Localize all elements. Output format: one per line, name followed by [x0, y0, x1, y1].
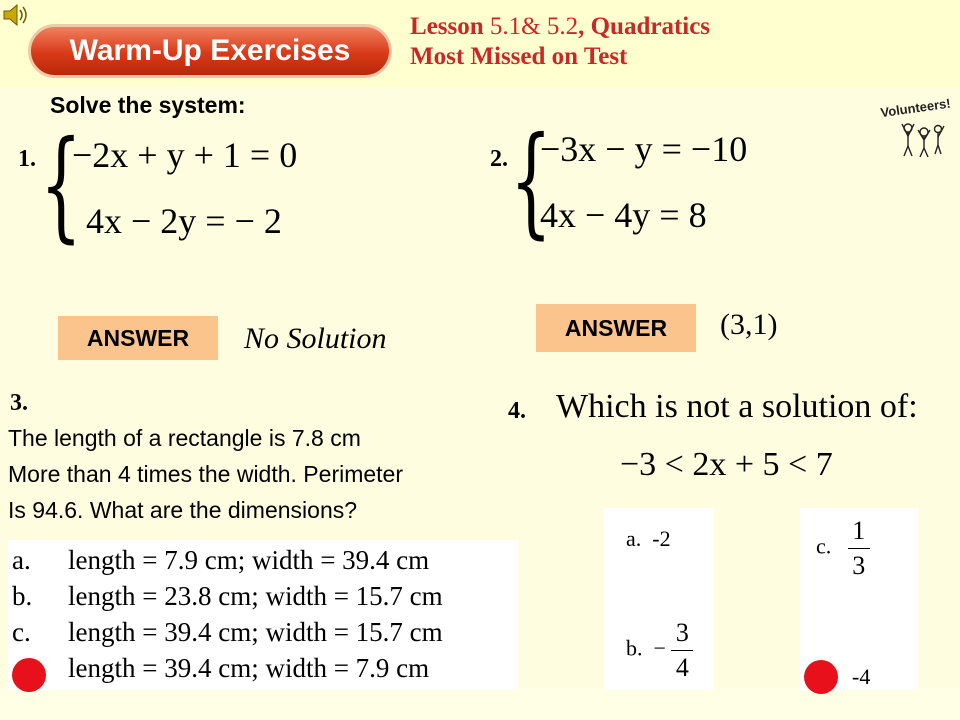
- problem3-number: 3.: [10, 390, 28, 416]
- option-b[interactable]: [626, 618, 693, 683]
- correct-answer-marker-problem4: [804, 660, 838, 694]
- choice-a-letter: a.: [12, 545, 31, 575]
- choice-a[interactable]: [12, 542, 443, 578]
- lesson-word: Lesson: [410, 13, 484, 40]
- lesson-title: [410, 12, 710, 72]
- option-d-value: -4: [852, 664, 871, 689]
- choice-d[interactable]: [12, 650, 443, 686]
- problem1-answer-button[interactable]: ANSWER: [58, 316, 218, 360]
- choice-d-text: length = 39.4 cm; width = 7.9 cm: [68, 653, 430, 683]
- problem3-line2: More than 4 times the width. Perimeter: [8, 461, 403, 487]
- choice-a-text: length = 7.9 cm; width = 39.4 cm: [68, 545, 430, 575]
- option-b-denominator: 4: [675, 653, 689, 682]
- option-a-value: -2: [652, 526, 671, 551]
- option-a-letter: a.: [626, 526, 642, 551]
- option-b-sign: −: [653, 635, 666, 661]
- correct-answer-marker-problem3: [12, 658, 46, 692]
- problem2-equation1: −3x − y = −10: [540, 129, 748, 169]
- option-d[interactable]: [852, 664, 870, 690]
- lesson-topic: , Quadratics: [578, 13, 711, 40]
- option-b-fraction: [671, 618, 693, 683]
- option-c[interactable]: [816, 516, 870, 581]
- problem1-equation1: −2x + y + 1 = 0: [72, 135, 298, 175]
- choice-b[interactable]: [12, 578, 443, 614]
- svg-text:Volunteers!: Volunteers!: [879, 95, 952, 121]
- problem2-equation2: 4x − 4y = 8: [540, 195, 707, 235]
- problem1-equation2: 4x − 2y = − 2: [86, 201, 282, 241]
- option-b-letter: b.: [626, 635, 643, 661]
- option-c-denominator: 3: [852, 551, 866, 580]
- volunteers-clipart: [878, 94, 958, 164]
- speaker-icon[interactable]: [2, 2, 32, 28]
- problem2-brace: {: [510, 112, 552, 251]
- problem3-text: [8, 420, 568, 528]
- problem1-answer: No Solution: [244, 322, 387, 355]
- problem2-answer: (3,1): [720, 308, 778, 341]
- problem4-number: 4.: [508, 398, 526, 424]
- lesson-subtitle: Most Missed on Test: [410, 43, 628, 70]
- problem1-number: 1.: [18, 146, 36, 172]
- choice-b-letter: b.: [12, 581, 33, 611]
- choice-b-text: length = 23.8 cm; width = 15.7 cm: [68, 581, 443, 611]
- option-a[interactable]: [626, 526, 671, 552]
- option-c-fraction: [848, 516, 870, 581]
- problem4-question: Which is not a solution of:: [556, 388, 918, 425]
- option-c-letter: c.: [816, 533, 832, 559]
- problem2-answer-button[interactable]: ANSWER: [536, 304, 696, 352]
- choice-c[interactable]: [12, 614, 443, 650]
- option-c-numerator: 1: [852, 516, 866, 545]
- problem2-number: 2.: [490, 146, 508, 172]
- option-b-numerator: 3: [675, 618, 689, 647]
- problem3-line3: Is 94.6. What are the dimensions?: [8, 497, 358, 523]
- lesson-numbers: 5.1& 5.2: [489, 13, 579, 40]
- choice-c-text: length = 39.4 cm; width = 15.7 cm: [68, 617, 443, 647]
- choice-c-letter: c.: [12, 617, 31, 647]
- warm-up-title-pill: Warm-Up Exercises: [28, 24, 392, 78]
- problem3-choices: [12, 542, 443, 686]
- instructions: Solve the system:: [50, 92, 246, 118]
- problem4-inequality: −3 < 2x + 5 < 7: [620, 446, 833, 483]
- problem1-brace: {: [40, 116, 82, 255]
- problem3-line1: The length of a rectangle is 7.8 cm: [8, 425, 361, 451]
